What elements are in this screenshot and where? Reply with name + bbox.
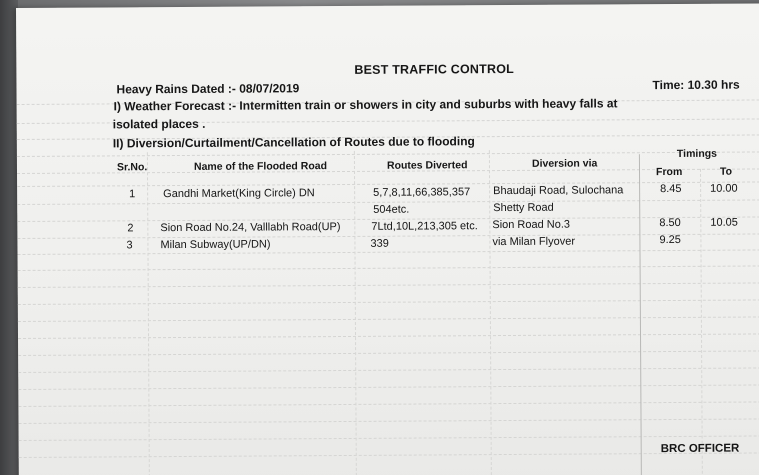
row1-routes-line2: 504etc. [373,203,410,216]
row1-via-line1: Bhaudaji Road, Sulochana [493,184,624,198]
row2-srno: 2 [127,222,134,235]
weather-forecast-line1: I) Weather Forecast :- Intermitten train or showers in city and suburbs with heavy falls at [113,96,618,114]
row3-via: via Milan Flyover [492,235,576,249]
row2-to: 10.05 [710,216,738,229]
grid-line [18,282,759,288]
section-diversion-heading: II) Diversion/Curtailment/Cancellation of Routes due to flooding [112,134,475,151]
row2-from: 8.50 [659,216,681,230]
row3-routes: 339 [370,237,389,250]
grid-column-line [700,169,703,475]
grid-line [18,299,759,305]
weather-forecast-line2: isolated places . [112,116,206,132]
report-time: Time: 10.30 hrs [652,77,740,93]
col-header-via: Diversion via [531,157,598,170]
col-header-from: From [655,165,683,179]
row2-road: Sion Road No.24, Valllabh Road(UP) [160,221,341,235]
grid-column-line [489,150,492,475]
row1-road: Gandhi Market(King Circle) DN [163,187,315,201]
row3-road: Milan Subway(UP/DN) [160,238,271,252]
signature-brc-officer: BRC OFFICER [660,442,740,456]
col-header-to: To [719,165,733,178]
grid-line [18,401,759,407]
rain-date-label: Heavy Rains Dated :- 08/07/2019 [116,81,300,97]
document-title: BEST TRAFFIC CONTROL [354,61,514,77]
row1-to: 10.00 [710,182,738,195]
row3-srno: 3 [126,239,133,252]
grid-line [18,265,759,271]
col-header-routes: Routes Diverted [386,159,468,172]
row2-via: Sion Road No.3 [492,218,571,232]
grid-line [19,452,759,458]
grid-line [19,435,759,441]
grid-line [19,418,759,424]
grid-line [18,384,759,390]
row1-via-line2: Shetty Road [493,201,554,215]
grid-line [18,367,759,373]
grid-line [18,316,759,322]
dark-edge [0,0,18,475]
row2-routes: 7Ltd,10L,213,305 etc. [371,220,478,233]
grid-line [17,151,759,157]
grid-line [18,350,759,356]
row1-routes-line1: 5,7,8,11,66,385,357 [373,186,471,199]
row1-from: 8.45 [660,182,682,196]
col-header-srno: Sr.No. [116,161,148,174]
row1-srno: 1 [129,188,136,201]
timings-column-border [639,154,642,475]
col-header-road: Name of the Flooded Road [193,160,328,173]
document-sheet [16,3,759,475]
grid-column-line [147,152,150,475]
grid-column-line [354,151,357,475]
timings-header: Timings [676,147,718,160]
grid-line [18,333,759,339]
row3-from: 9.25 [659,233,681,247]
